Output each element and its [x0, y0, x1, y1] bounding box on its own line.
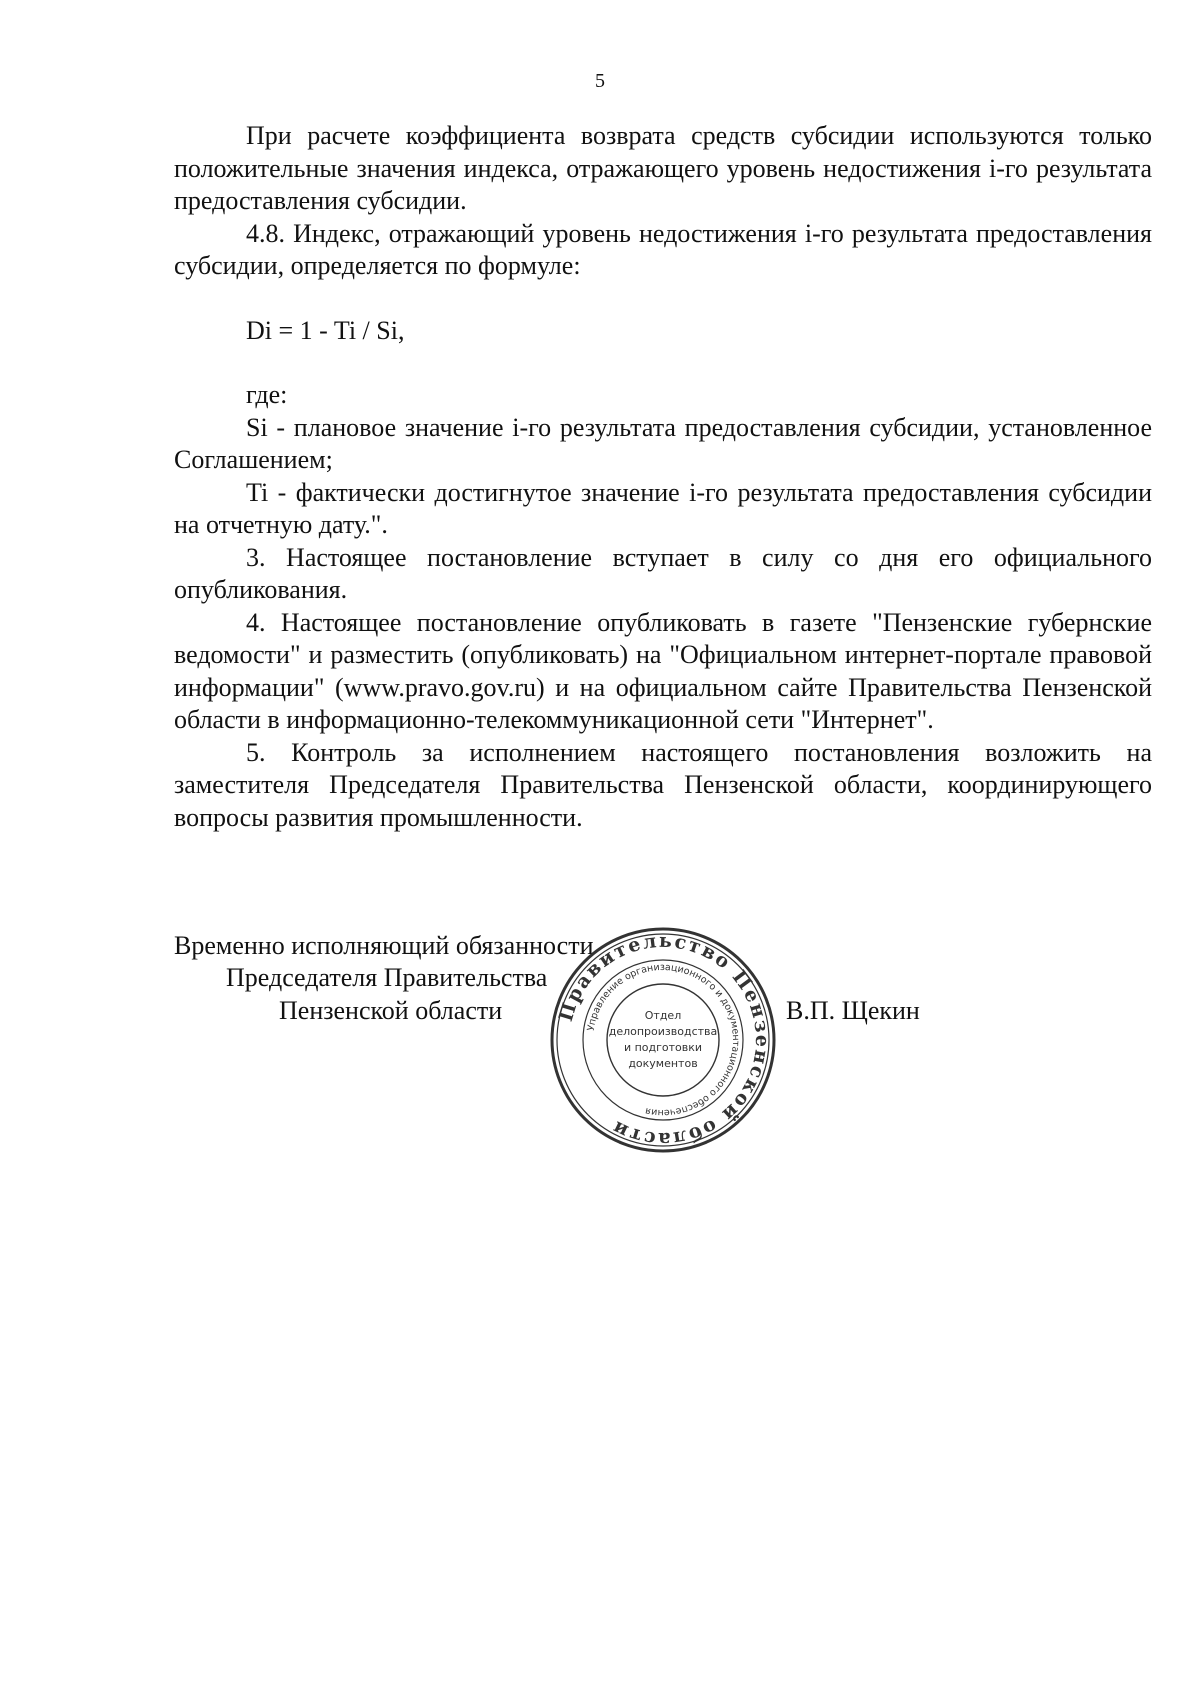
definition-si: Si - плановое значение i-го результата предоставления субсидии, установленное Соглашением;	[174, 412, 1152, 474]
svg-text:делопроизводства: делопроизводства	[608, 1025, 718, 1038]
signer-position-line-2: Председателя Правительства	[226, 963, 548, 992]
paragraph-3: 3. Настоящее постановление вступает в силу со дня его официального опубликования.	[174, 542, 1152, 604]
official-seal	[548, 925, 778, 1155]
paragraph-4: 4. Настоящее постановление опубликовать в газете "Пензенские губернские ведомости" и разместить (опубликовать) на "Официальном интернет-портале правовой информации" (www.pravo.gov.ru) и на официальном сайте Правительства Пензенской области в информационно-телекоммуникационной сети "Интернет".	[174, 607, 1152, 734]
paragraph-4-8: 4.8. Индекс, отражающий уровень недостижения i-го результата предоставления субсидии, определяется по формуле:	[174, 218, 1152, 280]
paragraph-coefficient-note: При расчете коэффициента возврата средств субсидии используются только положительные значения индекса, отражающего уровень недостижения i-го результата предоставления субсидии.	[174, 121, 1152, 215]
seal-center-text	[609, 1009, 718, 1070]
signer-position-line-3: Пензенской области	[279, 996, 503, 1025]
page-number: 5	[595, 70, 605, 92]
svg-text:документов: документов	[628, 1057, 698, 1070]
svg-text:Отдел: Отдел	[644, 1009, 682, 1022]
formula: Di = 1 - Ti / Si,	[246, 315, 405, 345]
document-body	[174, 120, 1152, 834]
svg-text:и подготовки: и подготовки	[623, 1041, 703, 1054]
signer-position-line-1: Временно исполняющий обязанности	[174, 931, 594, 960]
definition-ti: Ti - фактически достигнутое значение i-го результата предоставления субсидии на отчетную дату.".	[174, 477, 1152, 539]
signer-name: В.П. Щекин	[786, 996, 920, 1025]
seal-middle-text: Управление организационного и документационного обеспечения	[585, 961, 742, 1119]
seal-outer-text: Правительство Пензенской области	[554, 929, 774, 1151]
paragraph-where: где:	[246, 380, 288, 409]
paragraph-5: 5. Контроль за исполнением настоящего постановления возложить на заместителя Председателя Правительства Пензенской области, координирующего вопросы развития промышленности.	[174, 737, 1152, 832]
